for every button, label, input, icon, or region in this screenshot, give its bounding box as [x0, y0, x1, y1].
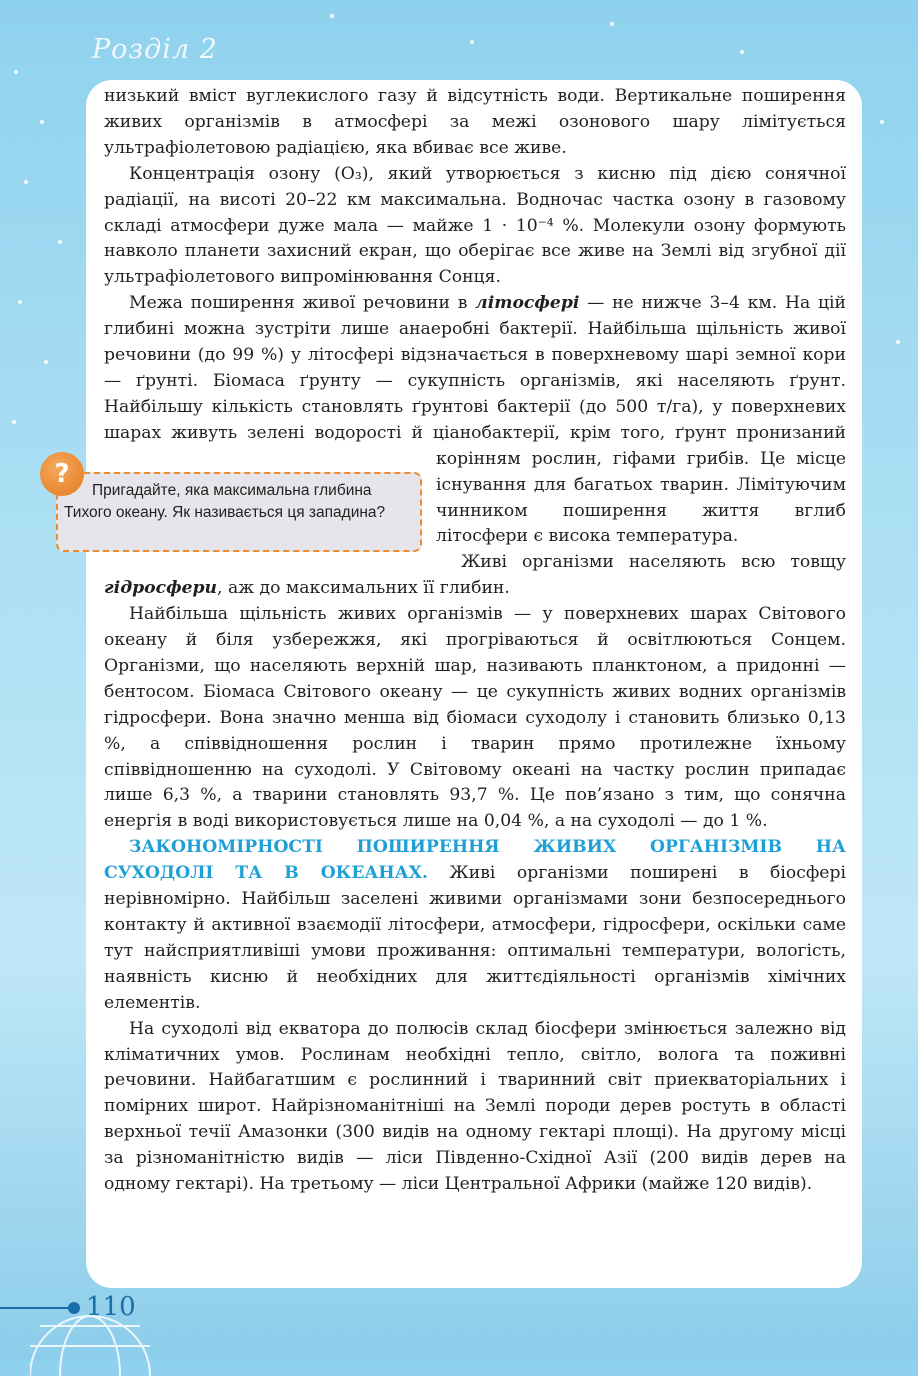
paragraph: Концентрація озону (O₃), який утворюється з кисню під дією сонячної радіації, на висоті 20–22 км максимальна. Водночас частка озону в газовому складі атмосфери дуже мала — майже 1 · 10⁻⁴ %. Молекули озону формують навколо планети захисний екран, що оберігає все живе на Землі від згубної дії ультрафіолетового випромінювання Сонця.: [104, 163, 846, 288]
paragraph-text: Живі організми населяють всю товщу: [461, 552, 846, 573]
page-number-rule: [0, 1307, 74, 1309]
paragraph-text: , аж до максимальних її глибин.: [217, 578, 510, 599]
paragraph: низький вміст вуглекислого газу й відсутність води. Вертикальне поширення живих організмів в атмосфері за межі озонового шару лімітується ультрафіолетовою радіацією, яка вбиває все живе.: [104, 86, 846, 158]
background-star: [40, 120, 44, 124]
page-number: 110: [86, 1292, 136, 1322]
background-star: [12, 420, 16, 424]
section-header: Розділ 2: [92, 34, 218, 65]
background-star: [896, 340, 900, 344]
background-star: [610, 22, 614, 26]
background-star: [470, 40, 474, 44]
background-star: [880, 120, 884, 124]
paragraph-text: Межа поширення живої речовини в: [129, 293, 476, 314]
background-star: [58, 240, 62, 244]
background-star: [14, 70, 18, 74]
question-icon: ?: [40, 452, 84, 496]
keyword-lithosphere: літосфері: [475, 293, 580, 314]
background-star: [330, 14, 334, 18]
paragraph: [104, 835, 846, 1016]
background-star: [44, 360, 48, 364]
question-text: Пригадайте, яка максимальна глибина Тихого океану. Як називається ця западина?: [64, 482, 386, 521]
question-box: [56, 472, 422, 552]
paragraph: На суходолі від екватора до полюсів склад біосфери змінюється залежно від кліматичних умов. Рослинам необхідні тепло, світло, волога та поживні речовини. Найбагатшим є рослинний і тваринний світ приекваторіальних і помірних широт. Найрізноманітніші на Землі породи дерев ростуть в області верхньої течії Амазонки (300 видів на одному гектарі площі). На другому місці за різноманітністю видів — ліси Південно-Східної Азії (200 видів дерев на одному гектарі). На третьому — ліси Центральної Африки (майже 120 видів).: [104, 1018, 846, 1195]
paragraph-text: — не нижче 3–4 км. На цій глибині можна зустріти лише анаеробні бактерії. Найбільша щільність живої речовини (до 99 %) у літосфері відзначається в поверхневому шарі земної кори — ґрунті. Біомаса ґрунту — сукупність організмів, які населяють ґрунт. Найбільшу кількість становлять ґрунтові бактерії (до 500 т/га), у поверхневих шарах живуть зелені водорості й ціанобактерії,: [104, 293, 846, 443]
background-star: [24, 180, 28, 184]
section-heading: ЗАКОНОМІРНОСТІ ПОШИРЕННЯ ЖИВИХ ОРГАНІЗМІВ НА СУХОДОЛІ ТА В ОКЕАНАХ.: [104, 837, 846, 884]
page-number-dot: [68, 1302, 80, 1314]
page-content: [104, 84, 846, 1198]
background-star: [18, 300, 22, 304]
background-star: [740, 50, 744, 54]
paragraph-text: Живі організми поширені в біосфері нерівномірно. Найбільш заселені живими організмами зони безпосереднього контакту й активної взаємодії літосфери, атмосфери, гідросфери, оскільки саме тут найсприятливіші умови проживання: оптимальні температури, вологість, наявність кисню й необхідних для життєдіяльності організмів хімічних елементів.: [104, 863, 846, 1013]
paragraph-text: крім того, ґрунт пронизаний корінням рослин, гіфами грибів. Це місце існування для багатьох тварин. Лімітуючим чинником поширення життя вглиб літосфери є висока температура.: [436, 422, 847, 547]
paragraph: Найбільша щільність живих організмів — у поверхневих шарах Світового океану й біля узбережжя, які прогріваються й освітлюються Сонцем. Організми, що населяють верхній шар, називають планктоном, а придонні — бентосом. Біомаса Світового океану — це сукупність живих водних організмів гідросфери. Вона значно менша від біомаси суходолу і становить близько 0,13 %, а співвідношення рослин і тварин прямо протилежне їхньому співвідношенню на суходолі. У Світовому океані на частку рослин припадає лише 6,3 %, а тварини становлять 93,7 %. Це пов’язано з тим, що сонячна енергія в воді використовується лише на 0,04 %, а на суходолі — до 1 %.: [104, 604, 846, 832]
keyword-hydrosphere: гідросфери: [104, 578, 218, 599]
